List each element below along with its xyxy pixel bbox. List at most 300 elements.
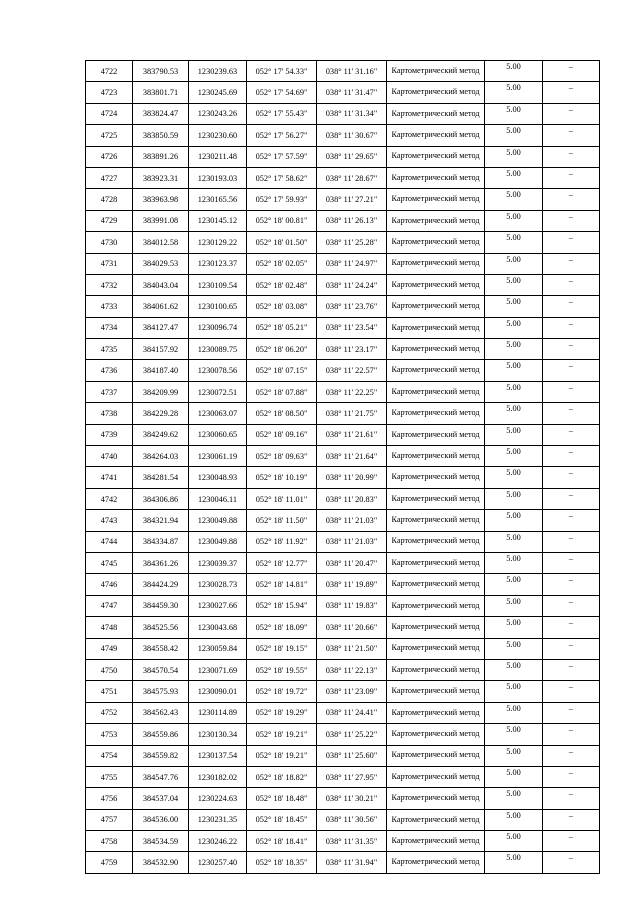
x-coordinate-cell: 384029.53 bbox=[133, 253, 189, 274]
longitude-cell: 038° 11' 24.41" bbox=[317, 702, 387, 723]
note-cell: – bbox=[543, 446, 600, 467]
table-row bbox=[86, 296, 600, 317]
note-cell: – bbox=[543, 766, 600, 787]
method-cell: Картометрический метод bbox=[387, 831, 485, 852]
precision-cell: 5.00 bbox=[485, 317, 543, 338]
y-coordinate-cell: 1230130.34 bbox=[189, 724, 247, 745]
method-cell: Картометрический метод bbox=[387, 638, 485, 659]
x-coordinate-cell: 384061.62 bbox=[133, 296, 189, 317]
table-row bbox=[86, 360, 600, 381]
y-coordinate-cell: 1230039.37 bbox=[189, 552, 247, 573]
y-coordinate-cell: 1230145.12 bbox=[189, 210, 247, 231]
method-cell: Картометрический метод bbox=[387, 702, 485, 723]
table-row bbox=[86, 210, 600, 231]
note-cell: – bbox=[543, 809, 600, 830]
method-cell: Картометрический метод bbox=[387, 488, 485, 509]
note-cell: – bbox=[543, 852, 600, 873]
latitude-cell: 052° 18' 00.81" bbox=[247, 210, 317, 231]
latitude-cell: 052° 18' 02.48" bbox=[247, 274, 317, 295]
y-coordinate-cell: 1230231.35 bbox=[189, 809, 247, 830]
point-number-cell: 4758 bbox=[86, 831, 133, 852]
longitude-cell: 038° 11' 22.57" bbox=[317, 360, 387, 381]
y-coordinate-cell: 1230211.48 bbox=[189, 146, 247, 167]
latitude-cell: 052° 17' 56.27" bbox=[247, 125, 317, 146]
note-cell: – bbox=[543, 595, 600, 616]
table-row bbox=[86, 253, 600, 274]
point-number-cell: 4732 bbox=[86, 274, 133, 295]
y-coordinate-cell: 1230043.68 bbox=[189, 617, 247, 638]
table-row bbox=[86, 617, 600, 638]
latitude-cell: 052° 17' 54.33" bbox=[247, 61, 317, 82]
point-number-cell: 4753 bbox=[86, 724, 133, 745]
table-row bbox=[86, 403, 600, 424]
longitude-cell: 038° 11' 21.50" bbox=[317, 638, 387, 659]
method-cell: Картометрический метод bbox=[387, 317, 485, 338]
point-number-cell: 4744 bbox=[86, 531, 133, 552]
note-cell: – bbox=[543, 574, 600, 595]
x-coordinate-cell: 383991.08 bbox=[133, 210, 189, 231]
y-coordinate-cell: 1230027.66 bbox=[189, 595, 247, 616]
x-coordinate-cell: 384127.47 bbox=[133, 317, 189, 338]
method-cell: Картометрический метод bbox=[387, 745, 485, 766]
table-row bbox=[86, 531, 600, 552]
longitude-cell: 038° 11' 19.83" bbox=[317, 595, 387, 616]
point-number-cell: 4755 bbox=[86, 766, 133, 787]
precision-cell: 5.00 bbox=[485, 617, 543, 638]
table-row bbox=[86, 510, 600, 531]
point-number-cell: 4726 bbox=[86, 146, 133, 167]
method-cell: Картометрический метод bbox=[387, 510, 485, 531]
y-coordinate-cell: 1230072.51 bbox=[189, 381, 247, 402]
note-cell: – bbox=[543, 381, 600, 402]
longitude-cell: 038° 11' 31.47" bbox=[317, 82, 387, 103]
method-cell: Картометрический метод bbox=[387, 403, 485, 424]
note-cell: – bbox=[543, 488, 600, 509]
note-cell: – bbox=[543, 745, 600, 766]
point-number-cell: 4735 bbox=[86, 339, 133, 360]
point-number-cell: 4730 bbox=[86, 232, 133, 253]
y-coordinate-cell: 1230059.84 bbox=[189, 638, 247, 659]
precision-cell: 5.00 bbox=[485, 809, 543, 830]
note-cell: – bbox=[543, 552, 600, 573]
x-coordinate-cell: 383891.26 bbox=[133, 146, 189, 167]
y-coordinate-cell: 1230230.60 bbox=[189, 125, 247, 146]
y-coordinate-cell: 1230089.75 bbox=[189, 339, 247, 360]
method-cell: Картометрический метод bbox=[387, 724, 485, 745]
longitude-cell: 038° 11' 23.76" bbox=[317, 296, 387, 317]
x-coordinate-cell: 384249.62 bbox=[133, 424, 189, 445]
method-cell: Картометрический метод bbox=[387, 552, 485, 573]
x-coordinate-cell: 384321.94 bbox=[133, 510, 189, 531]
x-coordinate-cell: 384209.99 bbox=[133, 381, 189, 402]
table-row bbox=[86, 809, 600, 830]
y-coordinate-cell: 1230096.74 bbox=[189, 317, 247, 338]
point-number-cell: 4736 bbox=[86, 360, 133, 381]
table-row bbox=[86, 146, 600, 167]
table-row bbox=[86, 274, 600, 295]
longitude-cell: 038° 11' 24.24" bbox=[317, 274, 387, 295]
latitude-cell: 052° 18' 19.15" bbox=[247, 638, 317, 659]
note-cell: – bbox=[543, 61, 600, 82]
longitude-cell: 038° 11' 21.64" bbox=[317, 446, 387, 467]
x-coordinate-cell: 384361.26 bbox=[133, 552, 189, 573]
x-coordinate-cell: 384281.54 bbox=[133, 467, 189, 488]
point-number-cell: 4745 bbox=[86, 552, 133, 573]
latitude-cell: 052° 18' 11.01" bbox=[247, 488, 317, 509]
method-cell: Картометрический метод bbox=[387, 766, 485, 787]
latitude-cell: 052° 18' 19.29" bbox=[247, 702, 317, 723]
longitude-cell: 038° 11' 25.22" bbox=[317, 724, 387, 745]
precision-cell: 5.00 bbox=[485, 146, 543, 167]
longitude-cell: 038° 11' 31.94" bbox=[317, 852, 387, 873]
longitude-cell: 038° 11' 31.16" bbox=[317, 61, 387, 82]
latitude-cell: 052° 18' 19.55" bbox=[247, 659, 317, 680]
longitude-cell: 038° 11' 25.28" bbox=[317, 232, 387, 253]
note-cell: – bbox=[543, 724, 600, 745]
longitude-cell: 038° 11' 26.13" bbox=[317, 210, 387, 231]
y-coordinate-cell: 1230257.40 bbox=[189, 852, 247, 873]
method-cell: Картометрический метод bbox=[387, 167, 485, 188]
point-number-cell: 4737 bbox=[86, 381, 133, 402]
table-row bbox=[86, 488, 600, 509]
x-coordinate-cell: 384559.86 bbox=[133, 724, 189, 745]
method-cell: Картометрический метод bbox=[387, 531, 485, 552]
method-cell: Картометрический метод bbox=[387, 788, 485, 809]
latitude-cell: 052° 18' 09.16" bbox=[247, 424, 317, 445]
longitude-cell: 038° 11' 20.83" bbox=[317, 488, 387, 509]
precision-cell: 5.00 bbox=[485, 766, 543, 787]
table-row bbox=[86, 595, 600, 616]
precision-cell: 5.00 bbox=[485, 852, 543, 873]
y-coordinate-cell: 1230239.63 bbox=[189, 61, 247, 82]
latitude-cell: 052° 18' 18.41" bbox=[247, 831, 317, 852]
x-coordinate-cell: 384575.93 bbox=[133, 681, 189, 702]
x-coordinate-cell: 383923.31 bbox=[133, 167, 189, 188]
method-cell: Картометрический метод bbox=[387, 339, 485, 360]
latitude-cell: 052° 17' 58.62" bbox=[247, 167, 317, 188]
longitude-cell: 038° 11' 31.35" bbox=[317, 831, 387, 852]
precision-cell: 5.00 bbox=[485, 681, 543, 702]
y-coordinate-cell: 1230078.56 bbox=[189, 360, 247, 381]
note-cell: – bbox=[543, 424, 600, 445]
note-cell: – bbox=[543, 167, 600, 188]
latitude-cell: 052° 18' 01.50" bbox=[247, 232, 317, 253]
note-cell: – bbox=[543, 638, 600, 659]
longitude-cell: 038° 11' 22.13" bbox=[317, 659, 387, 680]
latitude-cell: 052° 18' 09.63" bbox=[247, 446, 317, 467]
point-number-cell: 4722 bbox=[86, 61, 133, 82]
precision-cell: 5.00 bbox=[485, 467, 543, 488]
table-body bbox=[86, 61, 600, 874]
method-cell: Картометрический метод bbox=[387, 82, 485, 103]
method-cell: Картометрический метод bbox=[387, 617, 485, 638]
y-coordinate-cell: 1230246.22 bbox=[189, 831, 247, 852]
latitude-cell: 052° 18' 18.82" bbox=[247, 766, 317, 787]
note-cell: – bbox=[543, 317, 600, 338]
point-number-cell: 4725 bbox=[86, 125, 133, 146]
latitude-cell: 052° 18' 07.88" bbox=[247, 381, 317, 402]
longitude-cell: 038° 11' 31.34" bbox=[317, 103, 387, 124]
precision-cell: 5.00 bbox=[485, 381, 543, 402]
point-number-cell: 4743 bbox=[86, 510, 133, 531]
method-cell: Картометрический метод bbox=[387, 681, 485, 702]
x-coordinate-cell: 384187.40 bbox=[133, 360, 189, 381]
longitude-cell: 038° 11' 21.61" bbox=[317, 424, 387, 445]
x-coordinate-cell: 384547.76 bbox=[133, 766, 189, 787]
y-coordinate-cell: 1230063.07 bbox=[189, 403, 247, 424]
longitude-cell: 038° 11' 27.21" bbox=[317, 189, 387, 210]
x-coordinate-cell: 384264.03 bbox=[133, 446, 189, 467]
method-cell: Картометрический метод bbox=[387, 381, 485, 402]
precision-cell: 5.00 bbox=[485, 531, 543, 552]
table-row bbox=[86, 788, 600, 809]
latitude-cell: 052° 18' 02.05" bbox=[247, 253, 317, 274]
y-coordinate-cell: 1230129.22 bbox=[189, 232, 247, 253]
x-coordinate-cell: 384157.92 bbox=[133, 339, 189, 360]
latitude-cell: 052° 18' 18.48" bbox=[247, 788, 317, 809]
method-cell: Картометрический метод bbox=[387, 574, 485, 595]
longitude-cell: 038° 11' 23.54" bbox=[317, 317, 387, 338]
point-number-cell: 4757 bbox=[86, 809, 133, 830]
point-number-cell: 4741 bbox=[86, 467, 133, 488]
longitude-cell: 038° 11' 20.99" bbox=[317, 467, 387, 488]
point-number-cell: 4729 bbox=[86, 210, 133, 231]
method-cell: Картометрический метод bbox=[387, 446, 485, 467]
latitude-cell: 052° 18' 14.81" bbox=[247, 574, 317, 595]
note-cell: – bbox=[543, 82, 600, 103]
y-coordinate-cell: 1230137.54 bbox=[189, 745, 247, 766]
note-cell: – bbox=[543, 659, 600, 680]
x-coordinate-cell: 383790.53 bbox=[133, 61, 189, 82]
note-cell: – bbox=[543, 210, 600, 231]
table-row bbox=[86, 831, 600, 852]
table-row bbox=[86, 766, 600, 787]
y-coordinate-cell: 1230114.89 bbox=[189, 702, 247, 723]
latitude-cell: 052° 18' 03.08" bbox=[247, 296, 317, 317]
x-coordinate-cell: 383824.47 bbox=[133, 103, 189, 124]
method-cell: Картометрический метод bbox=[387, 296, 485, 317]
longitude-cell: 038° 11' 30.56" bbox=[317, 809, 387, 830]
precision-cell: 5.00 bbox=[485, 103, 543, 124]
longitude-cell: 038° 11' 21.03" bbox=[317, 531, 387, 552]
longitude-cell: 038° 11' 21.75" bbox=[317, 403, 387, 424]
y-coordinate-cell: 1230049.88 bbox=[189, 510, 247, 531]
note-cell: – bbox=[543, 146, 600, 167]
table-row bbox=[86, 167, 600, 188]
latitude-cell: 052° 18' 11.92" bbox=[247, 531, 317, 552]
latitude-cell: 052° 18' 19.72" bbox=[247, 681, 317, 702]
table-row bbox=[86, 339, 600, 360]
point-number-cell: 4746 bbox=[86, 574, 133, 595]
x-coordinate-cell: 384459.30 bbox=[133, 595, 189, 616]
method-cell: Картометрический метод bbox=[387, 61, 485, 82]
precision-cell: 5.00 bbox=[485, 488, 543, 509]
latitude-cell: 052° 18' 10.19" bbox=[247, 467, 317, 488]
note-cell: – bbox=[543, 125, 600, 146]
note-cell: – bbox=[543, 702, 600, 723]
x-coordinate-cell: 384229.28 bbox=[133, 403, 189, 424]
point-number-cell: 4724 bbox=[86, 103, 133, 124]
precision-cell: 5.00 bbox=[485, 424, 543, 445]
point-number-cell: 4749 bbox=[86, 638, 133, 659]
latitude-cell: 052° 18' 12.77" bbox=[247, 552, 317, 573]
table-row bbox=[86, 724, 600, 745]
latitude-cell: 052° 18' 18.09" bbox=[247, 617, 317, 638]
latitude-cell: 052° 17' 55.43" bbox=[247, 103, 317, 124]
note-cell: – bbox=[543, 103, 600, 124]
point-number-cell: 4738 bbox=[86, 403, 133, 424]
method-cell: Картометрический метод bbox=[387, 210, 485, 231]
note-cell: – bbox=[543, 232, 600, 253]
longitude-cell: 038° 11' 30.21" bbox=[317, 788, 387, 809]
point-number-cell: 4742 bbox=[86, 488, 133, 509]
x-coordinate-cell: 384537.04 bbox=[133, 788, 189, 809]
y-coordinate-cell: 1230061.19 bbox=[189, 446, 247, 467]
note-cell: – bbox=[543, 296, 600, 317]
method-cell: Картометрический метод bbox=[387, 424, 485, 445]
note-cell: – bbox=[543, 681, 600, 702]
note-cell: – bbox=[543, 339, 600, 360]
y-coordinate-cell: 1230100.65 bbox=[189, 296, 247, 317]
y-coordinate-cell: 1230060.65 bbox=[189, 424, 247, 445]
precision-cell: 5.00 bbox=[485, 403, 543, 424]
y-coordinate-cell: 1230109.54 bbox=[189, 274, 247, 295]
method-cell: Картометрический метод bbox=[387, 467, 485, 488]
latitude-cell: 052° 18' 18.45" bbox=[247, 809, 317, 830]
x-coordinate-cell: 384043.04 bbox=[133, 274, 189, 295]
method-cell: Картометрический метод bbox=[387, 659, 485, 680]
point-number-cell: 4751 bbox=[86, 681, 133, 702]
point-number-cell: 4728 bbox=[86, 189, 133, 210]
method-cell: Картометрический метод bbox=[387, 360, 485, 381]
latitude-cell: 052° 18' 08.50" bbox=[247, 403, 317, 424]
note-cell: – bbox=[543, 831, 600, 852]
longitude-cell: 038° 11' 29.65" bbox=[317, 146, 387, 167]
longitude-cell: 038° 11' 25.60" bbox=[317, 745, 387, 766]
table-row bbox=[86, 82, 600, 103]
precision-cell: 5.00 bbox=[485, 167, 543, 188]
point-number-cell: 4750 bbox=[86, 659, 133, 680]
x-coordinate-cell: 383850.59 bbox=[133, 125, 189, 146]
coordinates-table bbox=[85, 60, 600, 874]
precision-cell: 5.00 bbox=[485, 724, 543, 745]
point-number-cell: 4740 bbox=[86, 446, 133, 467]
note-cell: – bbox=[543, 189, 600, 210]
table-row bbox=[86, 61, 600, 82]
point-number-cell: 4733 bbox=[86, 296, 133, 317]
y-coordinate-cell: 1230123.37 bbox=[189, 253, 247, 274]
precision-cell: 5.00 bbox=[485, 446, 543, 467]
method-cell: Картометрический метод bbox=[387, 125, 485, 146]
x-coordinate-cell: 383801.71 bbox=[133, 82, 189, 103]
y-coordinate-cell: 1230090.01 bbox=[189, 681, 247, 702]
table-row bbox=[86, 125, 600, 146]
table-row bbox=[86, 317, 600, 338]
point-number-cell: 4756 bbox=[86, 788, 133, 809]
point-number-cell: 4731 bbox=[86, 253, 133, 274]
x-coordinate-cell: 384559.82 bbox=[133, 745, 189, 766]
x-coordinate-cell: 384562.43 bbox=[133, 702, 189, 723]
note-cell: – bbox=[543, 788, 600, 809]
latitude-cell: 052° 18' 07.15" bbox=[247, 360, 317, 381]
precision-cell: 5.00 bbox=[485, 189, 543, 210]
note-cell: – bbox=[543, 467, 600, 488]
table-row bbox=[86, 552, 600, 573]
table-row bbox=[86, 189, 600, 210]
method-cell: Картометрический метод bbox=[387, 146, 485, 167]
method-cell: Картометрический метод bbox=[387, 852, 485, 873]
method-cell: Картометрический метод bbox=[387, 189, 485, 210]
x-coordinate-cell: 384534.59 bbox=[133, 831, 189, 852]
precision-cell: 5.00 bbox=[485, 788, 543, 809]
table-row bbox=[86, 852, 600, 873]
x-coordinate-cell: 384012.58 bbox=[133, 232, 189, 253]
precision-cell: 5.00 bbox=[485, 61, 543, 82]
latitude-cell: 052° 18' 15.94" bbox=[247, 595, 317, 616]
table-row bbox=[86, 381, 600, 402]
x-coordinate-cell: 384570.54 bbox=[133, 659, 189, 680]
y-coordinate-cell: 1230048.93 bbox=[189, 467, 247, 488]
longitude-cell: 038° 11' 20.66" bbox=[317, 617, 387, 638]
longitude-cell: 038° 11' 27.95" bbox=[317, 766, 387, 787]
point-number-cell: 4739 bbox=[86, 424, 133, 445]
point-number-cell: 4723 bbox=[86, 82, 133, 103]
y-coordinate-cell: 1230243.26 bbox=[189, 103, 247, 124]
method-cell: Картометрический метод bbox=[387, 232, 485, 253]
longitude-cell: 038° 11' 20.47" bbox=[317, 552, 387, 573]
precision-cell: 5.00 bbox=[485, 82, 543, 103]
precision-cell: 5.00 bbox=[485, 702, 543, 723]
x-coordinate-cell: 384525.56 bbox=[133, 617, 189, 638]
note-cell: – bbox=[543, 531, 600, 552]
longitude-cell: 038° 11' 19.89" bbox=[317, 574, 387, 595]
note-cell: – bbox=[543, 617, 600, 638]
precision-cell: 5.00 bbox=[485, 274, 543, 295]
precision-cell: 5.00 bbox=[485, 296, 543, 317]
table-row bbox=[86, 574, 600, 595]
note-cell: – bbox=[543, 274, 600, 295]
y-coordinate-cell: 1230245.69 bbox=[189, 82, 247, 103]
longitude-cell: 038° 11' 28.67" bbox=[317, 167, 387, 188]
precision-cell: 5.00 bbox=[485, 210, 543, 231]
precision-cell: 5.00 bbox=[485, 510, 543, 531]
latitude-cell: 052° 17' 57.59" bbox=[247, 146, 317, 167]
y-coordinate-cell: 1230224.63 bbox=[189, 788, 247, 809]
y-coordinate-cell: 1230049.88 bbox=[189, 531, 247, 552]
precision-cell: 5.00 bbox=[485, 232, 543, 253]
longitude-cell: 038° 11' 30.67" bbox=[317, 125, 387, 146]
latitude-cell: 052° 18' 05.21" bbox=[247, 317, 317, 338]
x-coordinate-cell: 384532.90 bbox=[133, 852, 189, 873]
method-cell: Картометрический метод bbox=[387, 253, 485, 274]
table-row bbox=[86, 424, 600, 445]
x-coordinate-cell: 384558.42 bbox=[133, 638, 189, 659]
x-coordinate-cell: 384306.86 bbox=[133, 488, 189, 509]
point-number-cell: 4747 bbox=[86, 595, 133, 616]
point-number-cell: 4752 bbox=[86, 702, 133, 723]
precision-cell: 5.00 bbox=[485, 339, 543, 360]
latitude-cell: 052° 17' 54.69" bbox=[247, 82, 317, 103]
latitude-cell: 052° 18' 18.35" bbox=[247, 852, 317, 873]
method-cell: Картометрический метод bbox=[387, 809, 485, 830]
method-cell: Картометрический метод bbox=[387, 274, 485, 295]
y-coordinate-cell: 1230193.03 bbox=[189, 167, 247, 188]
table-row bbox=[86, 659, 600, 680]
method-cell: Картометрический метод bbox=[387, 103, 485, 124]
latitude-cell: 052° 18' 06.20" bbox=[247, 339, 317, 360]
table-row bbox=[86, 467, 600, 488]
point-number-cell: 4727 bbox=[86, 167, 133, 188]
